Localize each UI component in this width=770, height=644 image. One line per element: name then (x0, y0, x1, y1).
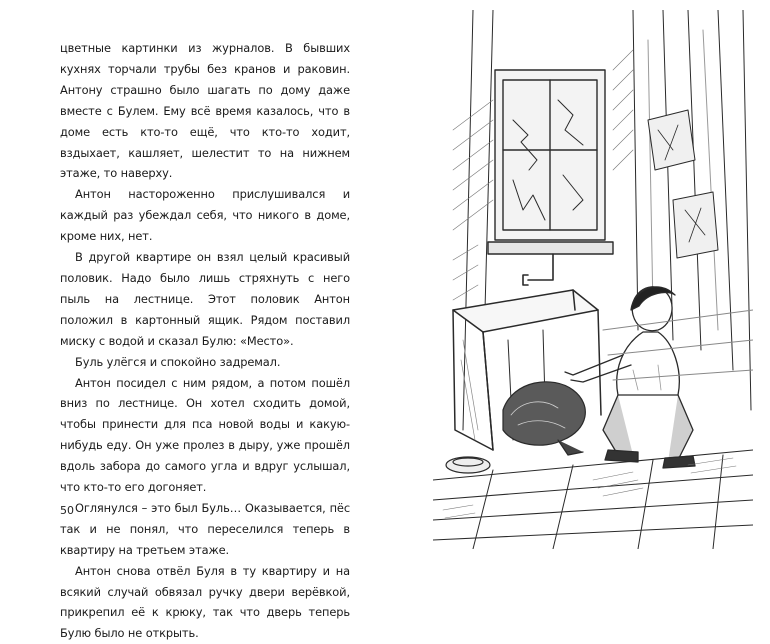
right-page (385, 0, 770, 549)
left-page (0, 0, 385, 641)
body-text (60, 38, 350, 644)
paragraph-4: Буль улёгся и спокойно задремал. (75, 354, 281, 369)
paragraph-1: цветные картинки из журналов. В бывших кухнях торчали трубы без кранов и раковин. Антону страшно было шагать по дому даже вместе с Булем. Ему всё время казалось, что в доме есть кто-то ещё, что кто-то ходит, вздыхает, кашляет, шелестит то на нижнем этаже, то наверху. (60, 41, 350, 181)
wall-pipe (523, 254, 553, 285)
water-bowl (446, 457, 490, 473)
paragraph-5: Антон посидел с ним рядом, а потом пошёл вниз по лестнице. Он хотел сходить домой, чтобы принести для пса новой воды и какую-нибудь еду. Он уже пролез в дыру, уже прошёл вдоль забора до самого угла и вдруг услышал, что кто-то его догоняет. (60, 375, 350, 495)
boy (565, 287, 695, 468)
broken-window (488, 70, 613, 254)
page-number: 50 (60, 504, 74, 517)
paragraph-6: Оглянулся – это был Буль… Оказывается, пёс так и не понял, что переселился теперь в квартиру на третьем этаже. (60, 500, 350, 557)
illustration-boy-with-dog (433, 10, 753, 549)
dog (503, 382, 585, 455)
wall-posters (648, 110, 718, 258)
paragraph-2: Антон настороженно прислушивался и каждый раз убеждал себя, что никого в доме, кроме них, нет. (60, 187, 350, 244)
paragraph-7: Антон снова отвёл Буля в ту квартиру и на всякий случай обвязал ручку двери верёвкой, прикрепил её к крюку, так что дверь теперь Булю было не открыть. (60, 563, 350, 641)
floor-boards (433, 310, 753, 549)
paragraph-3: В другой квартире он взял целый красивый половик. Надо было лишь стряхнуть с него пыль на лестнице. Этот половик Антон положил в картонный ящик. Рядом поставил миску с водой и сказал Булю: «Место». (60, 250, 350, 348)
